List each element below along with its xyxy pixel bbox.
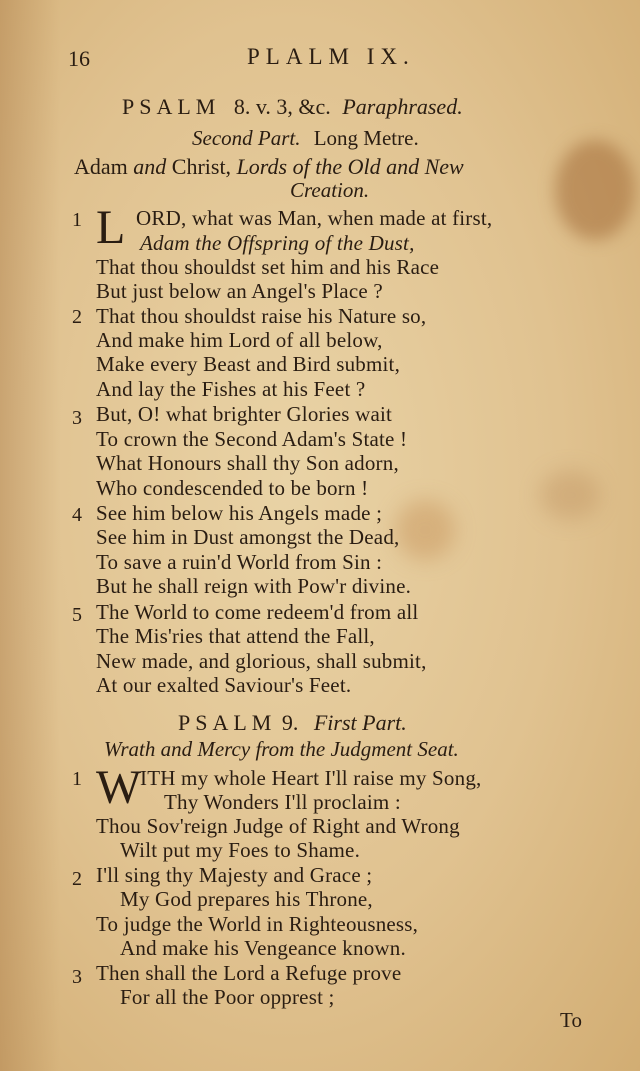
stanza-number: 2 [72,868,82,890]
stanza-number: 2 [72,306,82,328]
verse-line: To save a ruin'd World from Sin : [96,550,383,574]
verse-line: See him in Dust amongst the Dead, [96,525,400,549]
subtitle-adam: Adam [74,154,128,179]
subtitle-lords: Lords of the Old and New [236,154,464,179]
psalm8-subtitle [74,154,464,180]
catchword: To [560,1008,583,1032]
verse-line: At our exalted Saviour's Feet. [96,673,352,697]
verse-line: But he shall reign with Pow'r divine. [96,574,412,598]
paper-stain [0,0,60,1071]
stanza-number: 3 [72,407,82,429]
verse-line: For all the Poor opprest ; [120,985,335,1009]
paper-stain [540,470,600,520]
verse-line: The World to come redeem'd from all [96,600,419,624]
drop-cap: L [96,201,126,254]
paper-stain [395,500,455,560]
verse-line: My God prepares his Throne, [120,887,373,911]
psalm9-num: 9. [281,710,299,735]
part-label: Second Part. [192,126,301,150]
verse-line: Then shall the Lord a Refuge prove [96,961,402,985]
verse-line: Adam the Offspring of the Dust, [140,231,415,255]
psalm8-ref: 8. v. 3, &c. [233,94,331,119]
verse-line: Thy Wonders I'll proclaim : [164,790,401,814]
stanza-number: 3 [72,966,82,988]
verse-line: I'll sing thy Majesty and Grace ; [96,863,373,887]
verse-line: What Honours shall thy Son adorn, [96,451,399,475]
verse-line: Wilt put my Foes to Shame. [120,838,361,862]
verse-line: Make every Beast and Bird submit, [96,352,401,376]
verse-line: And make him Lord of all below, [96,328,383,352]
subtitle-and: and [133,154,167,179]
paper-stain [555,140,635,240]
stanza-number: 5 [72,604,82,626]
verse-line: The Mis'ries that attend the Fall, [96,624,375,648]
verse-line: To crown the Second Adam's State ! [96,427,408,451]
stanza-number: 4 [72,504,82,526]
psalm9-heading [178,710,407,736]
verse-line: But, O! what brighter Glories wait [96,402,393,426]
metre-label: Long Metre. [313,126,419,150]
verse-line: That thou shouldst set him and his Race [96,255,440,279]
psalm8-paraphrased: Paraphrased. [342,94,463,119]
verse-line: See him below his Angels made ; [96,501,383,525]
running-title: PLALM IX. [247,44,415,69]
verse-line: New made, and glorious, shall submit, [96,649,427,673]
psalm8-title: PSALM [122,94,221,119]
verse-line: ITH my whole Heart I'll raise my Song, [140,766,482,790]
verse-line: But just below an Angel's Place ? [96,279,383,303]
psalm9-part: First Part. [313,710,407,735]
psalm8-part [192,126,419,151]
verse-line: To judge the World in Righteousness, [96,912,419,936]
verse-line: Thou Sov'reign Judge of Right and Wrong [96,814,460,838]
verse-line: That thou shouldst raise his Nature so, [96,304,427,328]
psalm9-title: PSALM [178,710,277,735]
psalm9-subtitle: Wrath and Mercy from the Judgment Seat. [104,737,459,761]
verse-line: And make his Vengeance known. [120,936,406,960]
page-number: 16 [68,46,90,71]
stanza-number: 1 [72,209,82,231]
verse-line: Who condescended to be born ! [96,476,369,500]
drop-cap: W [96,761,142,814]
verse-line: And lay the Fishes at his Feet ? [96,377,366,401]
psalm8-heading [122,94,463,120]
verse-line: ORD, what was Man, when made at first, [136,206,493,230]
subtitle-creation: Creation. [290,178,370,202]
subtitle-christ: Christ, [171,154,232,179]
stanza-number: 1 [72,768,82,790]
